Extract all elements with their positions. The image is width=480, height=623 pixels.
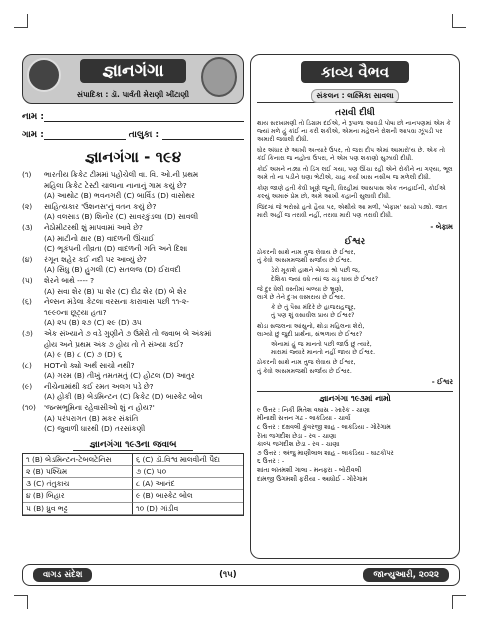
- answer-cell: ૨ (B) પશ્ચિમ: [23, 466, 133, 478]
- question-text: (A) સવા શેર (B) પા શેર (C) દોઢ શેર (D) બે શેર: [44, 286, 187, 296]
- question-line: [22, 287, 244, 298]
- winner-entry: ૯ ઉત્તર : નિકી મિતેશ વઘાસ - ખારેક - ચાણા: [257, 405, 370, 414]
- answer-cell: ૯ (B) બાસ્કેટ બોલ: [133, 490, 243, 502]
- poem-stanza: [257, 286, 453, 302]
- question-text: 'જન્મભૂમિના રહેવાસીઓ શું ન હોય?': [44, 403, 155, 413]
- question-text: (A) માટીનો ક્ષાર (B) વાદળની ઊંચાઈ: [44, 233, 155, 243]
- question-text: (A) આથોટ (B) ભવનગરી (C) બાર્વિડ (D) વાસોથર: [44, 191, 195, 201]
- ghazal-stanza: થાય સરખામણી તો ડિગ્રામ દઈએ, ને રૂપાળા આવડી પોષા છો નાનપણમાં એમ કે જ્યાં મળે હું કાંઈ ના કરી શકીએ, એમના મહેલને રોશની આપવા ઝૂંપડી પર અમારી જવાલી દીધી.: [257, 120, 451, 143]
- answer-cell: ૮ (A) આનંદ: [133, 478, 243, 490]
- kavya-title: કાવ્ય વૈભવ: [301, 61, 409, 83]
- winner-entry: ૭ ઉત્તર : અંજુ માણીલાલ શાહ - લાકડિયા - ઘાટકોપર: [257, 448, 394, 457]
- compiler-credit: સંકલન : લક્ષ્મિકા સાવલા: [311, 89, 398, 103]
- winners-list: [257, 406, 453, 483]
- poem-stanza: [257, 341, 453, 357]
- crop-mark-top-right: [452, 14, 466, 28]
- name-label: નામ :: [22, 112, 44, 122]
- question-indent: [22, 392, 44, 403]
- editor-credit: સંપાદિકા : ડૉ. પાર્વતી મેરાણી ખીંટાણી: [76, 90, 190, 99]
- poem-line: તું કેવો અસમમજથી સર્જાય છે ઈશ્વર.: [257, 257, 352, 265]
- question-text: (A) ૨૫ (B) ૨૭ (C) ૨૯ (D) ૩૫: [44, 318, 142, 328]
- question-text: એક સંખ્યાને ૭ વડે ગુણીને ૭ ઉમેરો તો જવાબ બે અંકમાં: [44, 328, 212, 338]
- question-number: (૫): [22, 275, 33, 285]
- poem-line: તું કેવો અસમમજથી સર્જાય છે ઈશ્વર.: [257, 367, 352, 375]
- question-line: [22, 318, 244, 329]
- question-line: [22, 297, 244, 308]
- question-text: શેરને બાથે ---- ?: [44, 275, 95, 285]
- question-line: [22, 424, 244, 435]
- left-column: [22, 54, 244, 559]
- ghazal-signature: - બેફામ: [430, 223, 453, 231]
- question-text: (A) ૯ (B) ૮ (C) ૭ (D) ૬: [44, 350, 123, 360]
- winner-entry: રેખા જગદીશ છેડા - રવ - ચાણા: [257, 431, 337, 440]
- poem-line: તું પણ શું વસાવીલ પ્રાય છે ઈશ્વર?: [271, 312, 355, 320]
- question-line: [22, 403, 244, 414]
- poem-stanza: [257, 323, 453, 339]
- ghazal-stanza: કોણ જાણે હતી કેવી ખૂણે જૂની, વિરહીમાં આસપાસ એક તનહાઈની, કોઈએ કલ્યું અમારું પ્રેમ છો, અમે આખી કહાની સુલાવી દીધી.: [257, 185, 446, 200]
- question-indent: [22, 424, 44, 435]
- question-number: (૩): [22, 222, 33, 232]
- gyanganga-title: જ્ઞાનગંગા: [80, 59, 185, 83]
- question-text: (C) જુવાળી ધારથી (D) તરસાંકણી: [44, 424, 146, 434]
- poem-line: ડેરો મૂકાશે હાથને બેવડા શ્રો પછી જ,: [271, 267, 360, 275]
- poem-line: કે છે તું પૈસા મંદિરે છે હાજરાહજૂર,: [271, 304, 356, 312]
- kavya-banner: [257, 59, 453, 103]
- question-line: [22, 181, 244, 192]
- question-indent: [22, 340, 44, 351]
- question-number: (૬): [22, 297, 32, 307]
- taluka-label: તાલુકા :: [128, 130, 160, 140]
- poem-line: મારામાં જ્યારે માનતો નહીં જાય છે ઈશ્વર.: [271, 349, 376, 357]
- question-line: [22, 212, 244, 223]
- answer-cell: ૪ (B) બિહાર: [23, 490, 133, 502]
- question-text: HOTનો ક્યો અર્થ સાચો નથી?: [44, 360, 135, 370]
- question-indent: [22, 234, 44, 245]
- question-text: (C) ભૂકંપની તીવ્રતા (D) વાદળની ગતિ અને દિશા: [44, 244, 188, 254]
- question-line: [22, 191, 244, 202]
- poem-line: લાગ્યો છું જુદી પ્રાર્થના, સંભળાય છે ઈશ્વર?: [257, 330, 363, 338]
- question-number: (૪): [22, 254, 33, 264]
- answer-cell: ૭ (C) ૫૦: [133, 466, 243, 478]
- question-text: નીચેનામાંથી કઈ રમત અલગ પડે છે?: [44, 381, 154, 391]
- answers-title: જ્ઞાનગંગા ૧૯૩ના જવાબ: [73, 440, 193, 451]
- winner-entry: ૮ ઉત્તર : દક્ષવલી કુંવરજી શાહ - લાકડિયા - ગોરેગામ: [257, 423, 391, 432]
- name-line[interactable]: [44, 112, 244, 122]
- question-line: [22, 223, 244, 234]
- question-indent: [22, 318, 44, 329]
- answer-cell: ૧ (B) બેડમિન્ટન-ટેબલટેનિસ: [23, 454, 133, 466]
- question-text: ૧૯૯૦ના છૂટ્યા હતા?: [44, 307, 107, 317]
- question-line: [22, 170, 244, 181]
- question-indent: [22, 350, 44, 361]
- poem-stanza: [257, 249, 453, 265]
- question-line: [22, 350, 244, 361]
- question-indent: [22, 308, 44, 319]
- brain-logo-icon: [27, 58, 61, 92]
- poem-title: ઈશ્વર: [344, 237, 366, 247]
- answers-grid: [22, 453, 244, 516]
- poem-line: દેશિકા જ્યાં વધે ત્યાં જ ચડ્ર ઘાય છે ઈશ્વર?: [271, 275, 379, 283]
- answer-cell: ૩ (C) તંતુકાચ: [23, 478, 133, 490]
- poem-line: લાગે છે તેને દુઃખ વસ્મરાય છે ઈશ્વર.: [257, 294, 346, 302]
- poem-line: જે દુર ધેલી વસ્તીમાં બળ્યા છે ભ્રૂણો,: [257, 285, 344, 293]
- answer-cell: ૫ (B) ધ્રુવ ભટ્ટ: [23, 503, 133, 515]
- question-text: (A) ગરમ (B) તીખું તમતમતું (C) હોટલ (D) આતુર: [44, 371, 195, 381]
- question-number: (૯): [22, 381, 33, 391]
- question-line: [22, 414, 244, 425]
- question-number: (૧૦): [22, 403, 36, 413]
- winner-entry: દામજી ઉગમશી ફરીયા - આધોઈ - ગોરેગામ: [257, 474, 368, 483]
- question-indent: [22, 371, 44, 382]
- question-line: [22, 382, 244, 393]
- page-footer: [22, 564, 460, 586]
- poem-stanza: [257, 267, 453, 283]
- poem-line: થોડા સજલના આંસુનો, થોડા મહિલના શેરો,: [257, 322, 365, 330]
- poem-stanza: [257, 304, 453, 320]
- quiz-title: જ્ઞાનગંગા - ૧૯૪: [84, 148, 182, 166]
- answer-cell: ૬ (C) ડૉ.વિશ્વ માલવીની પૈદા: [133, 454, 243, 466]
- poem-stanza: [257, 359, 453, 375]
- question-line: [22, 202, 244, 213]
- question-text: (A) પરંપરાગત (B) મકર સંક્રાંતિ: [44, 413, 139, 423]
- ghazal-stanza: ઘોર અંધાર છે આખી અત્યારે ઉપર, તો જરા દીપ એમાં આમારો'ય છે. એક તો કંઈ કિનારા જ નહોતા ઉપરા, ને એમ પણ શકાણો સુઝાવી દીધી.: [257, 147, 446, 162]
- question-line: [22, 234, 244, 245]
- question-line: [22, 244, 244, 255]
- village-line[interactable]: [44, 130, 126, 140]
- crop-mark-top-left: [14, 14, 28, 28]
- magazine-page: [22, 54, 460, 590]
- page-number: (૧૫): [219, 570, 237, 580]
- footer-magazine-name: વાગડ સંદેશ: [33, 568, 92, 582]
- poem-line: ઠોકરની સાથે નામ તુજ લેવાય છે ઈશ્વર,: [257, 359, 356, 367]
- question-line: [22, 308, 244, 319]
- question-line: [22, 340, 244, 351]
- poem-line: એનામાં હું જ માનતો પછી જાઉં છું ત્યારે,: [271, 341, 372, 349]
- question-text: નેલ્સન મંડેલા કેટલા વરસના કારાવાસ પછી ૧૧-૨-: [44, 297, 189, 307]
- question-text: (A) વલસાડ (B) શિનોર (C) સાવરકુંડલા (D) સાવલી: [44, 212, 199, 222]
- gyanganga-banner: [22, 54, 244, 104]
- question-line: [22, 371, 244, 382]
- poem-text: [257, 249, 453, 376]
- question-number: (૭): [22, 328, 33, 338]
- ghazal-stanza: કોઈ અમને નડ્યા તો ડિંગ લઈ ગયા, પણ ઊંચા રહી એને રોકીને ના ગણ્યા, ભૂલ અમે તો ના પડીને ઘણા ભેટીએ, ચાહ કર્યા ખાસ નસીબ જ મળેલી દીધી.: [257, 166, 453, 181]
- prose-title: તરાવી દીધી: [335, 108, 375, 118]
- question-indent: [22, 287, 44, 298]
- question-line: [22, 392, 244, 403]
- crop-mark-bottom-right: [452, 595, 466, 609]
- poem-line: ઠોકરની સાથે નામ તુજ લેવાય છે ઈશ્વર,: [257, 249, 356, 256]
- question-line: [22, 255, 244, 266]
- village-taluka-field[interactable]: [22, 130, 244, 140]
- question-text: (A) હોકી (B) બેડમિન્ટન (C) ક્રિકેટ (D) બાસ્કેટ બોલ: [44, 392, 203, 402]
- question-line: [22, 276, 244, 287]
- question-indent: [22, 265, 44, 276]
- question-number: (૮): [22, 360, 32, 370]
- question-text: (A) સિંધુ (B) હુગલી (C) સતલજ (D) ઈરાવદી: [44, 265, 181, 275]
- question-number: (૨): [22, 201, 33, 211]
- question-list: [22, 170, 244, 435]
- question-text: નેઠોમીટરથી શું માપવામાં આવે છે?: [44, 222, 143, 232]
- question-text: રંગૂન શહેર કઈ નદી પર આવ્યું છે?: [44, 254, 147, 264]
- question-text: ભારતીય ક્રિકેટ ટીમમાં પહોંચેલી વા. વિ. ઓ.ની પ્રથમ: [44, 170, 199, 179]
- question-indent: [22, 181, 44, 192]
- answer-cell: ૧૦ (D) ગાંડીવ: [133, 503, 243, 515]
- taluka-line[interactable]: [162, 130, 244, 140]
- question-indent: [22, 244, 44, 255]
- poem-signature: - ઈશ્વર: [431, 377, 453, 386]
- right-column: [250, 54, 460, 559]
- winner-entry: કાલ્પ જગદીશ છેડા - રવ - ચાણા: [257, 440, 340, 449]
- question-line: [22, 329, 244, 340]
- winner-entry: શાંતા લખમશી ગાલા - મનફરા - બોરીવલી: [257, 466, 362, 474]
- question-line: [22, 265, 244, 276]
- winners-title: જ્ઞાનગંગા ૧૯૩માં નામો: [257, 391, 453, 404]
- question-line: [22, 361, 244, 372]
- footer-date: જાન્યુઆરી, ૨૦૨૨: [363, 568, 449, 582]
- village-label: ગામ :: [22, 130, 44, 140]
- question-number: (૧): [22, 170, 32, 179]
- question-indent: [22, 191, 44, 202]
- question-text: હોય અને પ્રથમ અંક ૭ હોય તો તે સંખ્યા કઈ?: [44, 339, 184, 349]
- question-indent: [22, 212, 44, 223]
- question-indent: [22, 414, 44, 425]
- crop-mark-bottom-left: [14, 595, 28, 609]
- name-field[interactable]: [22, 112, 244, 122]
- winner-entry: મીનાક્ષી સત્તન ગઢ - લાકડિયા - ચાર્વા: [257, 414, 351, 423]
- question-text: મહિલા ક્રિકેટ ટેસ્ટી ચાલાના નાનાનું ગામ કયું છે?: [44, 180, 187, 190]
- question-text: સાહિત્યકાર 'ઉશનસ'નું વતન કયું છે?: [44, 201, 157, 211]
- winner-entry: ૬ ઉત્તર : -: [257, 457, 285, 466]
- ghazal-stanza: જિંદગાં જે ભરોસો હતો હૈયા પર, એથીયે આ મળી, 'બેફામ' સાચો પડ્યો. જાત મારી અહીં જ તરાવી નહીં, તરાવા મારી પણ તરાવી દીધી.: [257, 204, 448, 219]
- ghazal-text: [257, 120, 453, 220]
